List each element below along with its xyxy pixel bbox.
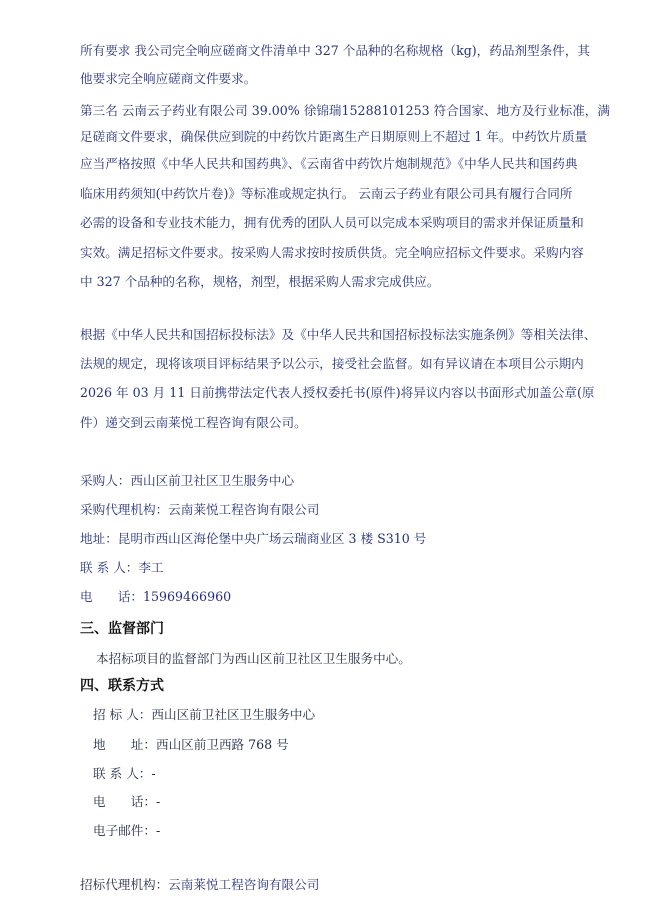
tenderer-line: 招 标 人：西山区前卫社区卫生服务中心 xyxy=(93,707,316,722)
section3-text: 本招标项目的监督部门为西山区前卫社区卫生服务中心。 xyxy=(96,651,411,666)
footer-agent-name: 云南莱悦工程咨询有限公司 xyxy=(168,877,320,892)
section4-heading: 四、联系方式 xyxy=(80,678,164,694)
para1-line2: 他要求完全响应磋商文件要求。 xyxy=(80,71,257,86)
footer-agent-line xyxy=(80,876,319,894)
tenderer-contact-line: 联 系 人：- xyxy=(93,766,156,781)
para2-line3: 应当严格按照《中华人民共和国药典》、《云南省中药饮片炮制规范》《中华人民共和国药典 xyxy=(80,156,578,171)
footer-agent-label: 招标代理机构： xyxy=(80,877,169,892)
tenderer-address-line: 地 址：西山区前卫西路 768 号 xyxy=(93,737,289,752)
para2-line1: 第三名 云南云子药业有限公司 39.00% 徐锦瑞15288101253 符合国家、地方及行业标准，满 xyxy=(80,103,610,118)
para3-line1: 根据《中华人民共和国招标投标法》及《中华人民共和国招标投标法实施条例》等相关法律、 xyxy=(80,327,597,342)
para3-line4: 件）递交到云南莱悦工程咨询有限公司。 xyxy=(80,415,307,430)
para2-line4: 临床用药须知(中药饮片卷)》等标准或规定执行。 云南云子药业有限公司具有履行合同所 xyxy=(80,186,573,201)
tenderer-phone-line: 电 话：- xyxy=(93,794,161,809)
contact-line: 联 系 人：李工 xyxy=(80,560,164,575)
para3-line2: 法规的规定，现将该项目评标结果予以公示，接受社会监督。如有异议请在本项目公示期内 xyxy=(80,356,584,371)
para2-line7: 中 327 个品种的名称，规格，剂型，根据采购人需求完成供应。 xyxy=(80,274,440,289)
para2-line2: 足磋商文件要求，确保供应到院的中药饮片距离生产日期原则上不超过 1 年。中药饮片质量 xyxy=(80,129,588,144)
section3-heading: 三、监督部门 xyxy=(80,621,164,637)
phone-line xyxy=(80,588,231,606)
address-line: 地址：昆明市西山区海伦堡中央广场云瑞商业区 3 楼 S310 号 xyxy=(80,531,427,546)
para2-line5: 必需的设备和专业技术能力，拥有优秀的团队人员可以完成本采购项目的需求并保证质量和 xyxy=(80,215,584,230)
agent-line: 采购代理机构：云南莱悦工程咨询有限公司 xyxy=(80,502,320,517)
tenderer-email-line: 电子邮件：- xyxy=(93,823,161,838)
phone-value: 15969466960 xyxy=(142,589,232,604)
phone-label: 电 话： xyxy=(80,589,143,604)
para3-line3: 2026 年 03 月 11 日前携带法定代表人授权委托书(原件)将异议内容以书面形式加盖公章(原 xyxy=(80,385,595,400)
buyer-line: 采购人：西山区前卫社区卫生服务中心 xyxy=(80,473,295,488)
para1-line1: 所有要求 我公司完全响应磋商文件清单中 327 个品种的名称规格（kg)，药品剂型条件，其 xyxy=(80,43,591,58)
para2-line6: 实效。满足招标文件要求。按采购人需求按时按质供货。完全响应招标文件要求。采购内容 xyxy=(80,245,584,260)
